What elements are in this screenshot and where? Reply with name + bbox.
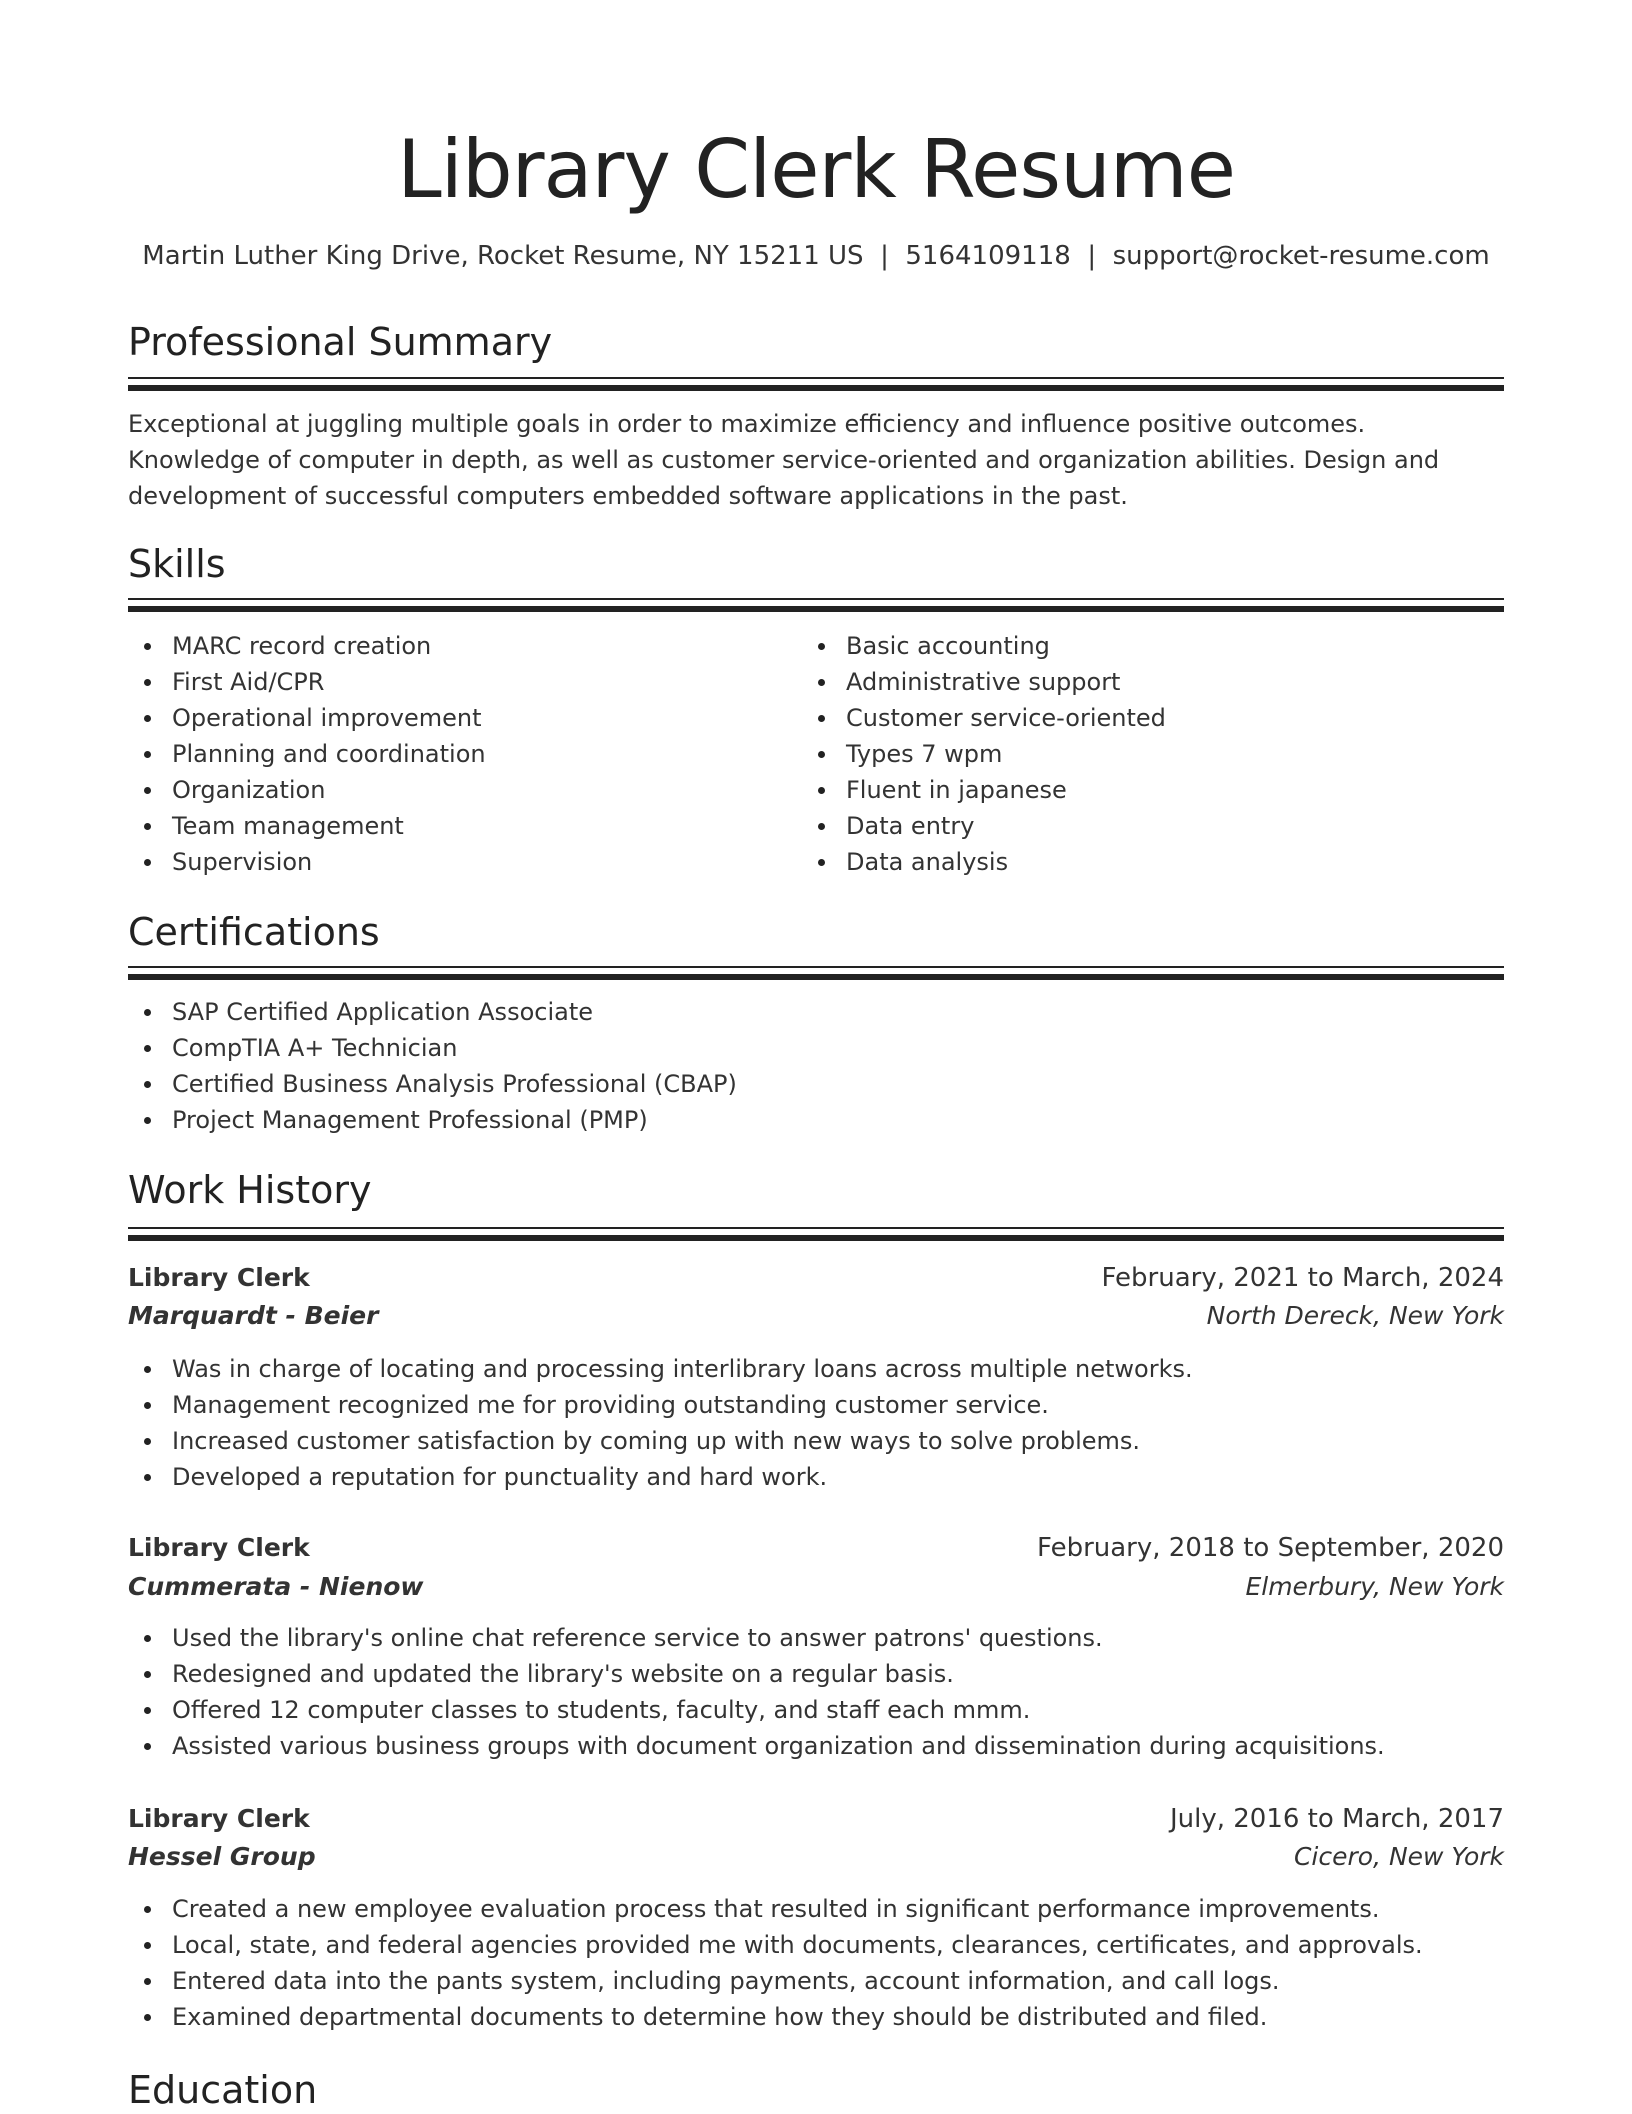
job-header <box>128 1800 1504 1838</box>
skill-item: Administrative support <box>802 664 1502 700</box>
job-bullets <box>128 1891 1504 2035</box>
skill-item: Organization <box>128 772 788 808</box>
job-bullet: Used the library's online chat reference service to answer patrons' questions. <box>128 1620 1504 1656</box>
skill-item: Fluent in japanese <box>802 772 1502 808</box>
job-bullet: Increased customer satisfaction by coming up with new ways to solve problems. <box>128 1423 1504 1459</box>
job-company: Hessel Group <box>128 1842 316 1871</box>
job-location: Cicero, New York <box>1293 1842 1504 1871</box>
skills-list-left <box>128 628 788 880</box>
job-bullets <box>128 1620 1504 1764</box>
job-header <box>128 1529 1504 1567</box>
job-company: Marquardt - Beier <box>128 1301 379 1330</box>
job-bullets <box>128 1351 1504 1495</box>
certification-item: Certified Business Analysis Professional (CBAP) <box>128 1066 1504 1102</box>
skill-item: MARC record creation <box>128 628 788 664</box>
job-bullet: Management recognized me for providing outstanding customer service. <box>128 1387 1504 1423</box>
job-subheader <box>128 1838 1504 1876</box>
job-bullet: Local, state, and federal agencies provided me with documents, clearances, certificates, and approvals. <box>128 1927 1504 1963</box>
skill-item: Basic accounting <box>802 628 1502 664</box>
job-bullet: Assisted various business groups with document organization and dissemination during acquisitions. <box>128 1728 1504 1764</box>
job-title: Library Clerk <box>128 1533 310 1562</box>
section-heading-summary: Professional Summary <box>128 320 553 364</box>
job-bullet: Offered 12 computer classes to students, faculty, and staff each mmm. <box>128 1692 1504 1728</box>
resume-title: Library Clerk Resume <box>397 123 1235 216</box>
skill-item: Data analysis <box>802 844 1502 880</box>
skill-item: First Aid/CPR <box>128 664 788 700</box>
job-location: Elmerbury, New York <box>1245 1572 1504 1601</box>
job-subheader <box>128 1568 1504 1606</box>
certification-item: CompTIA A+ Technician <box>128 1030 1504 1066</box>
certification-item: Project Management Professional (PMP) <box>128 1102 1504 1138</box>
section-heading-work-history: Work History <box>128 1168 372 1212</box>
job-header <box>128 1259 1504 1297</box>
job-bullet: Examined departmental documents to determine how they should be distributed and filed. <box>128 1999 1504 2035</box>
job-subheader <box>128 1297 1504 1335</box>
skill-item: Supervision <box>128 844 788 880</box>
section-heading-education: Education <box>128 2068 318 2112</box>
job-bullet: Developed a reputation for punctuality and hard work. <box>128 1459 1504 1495</box>
certification-item: SAP Certified Application Associate <box>128 994 1504 1030</box>
job-company: Cummerata - Nienow <box>128 1572 424 1601</box>
job-dates: February, 2018 to September, 2020 <box>1037 1533 1504 1563</box>
certifications-list <box>128 994 1504 1138</box>
skill-item: Team management <box>128 808 788 844</box>
section-divider <box>128 377 1504 391</box>
job-bullet: Entered data into the pants system, including payments, account information, and call logs. <box>128 1963 1504 1999</box>
job-dates: February, 2021 to March, 2024 <box>1101 1263 1504 1293</box>
section-divider <box>128 598 1504 612</box>
job-dates: July, 2016 to March, 2017 <box>1169 1804 1504 1834</box>
skill-item: Data entry <box>802 808 1502 844</box>
skill-item: Planning and coordination <box>128 736 788 772</box>
job-title: Library Clerk <box>128 1804 310 1833</box>
job-bullet: Created a new employee evaluation process that resulted in significant performance improvements. <box>128 1891 1504 1927</box>
contact-line: Martin Luther King Drive, Rocket Resume, NY 15211 US | 5164109118 | support@rocket-resume.com <box>142 241 1490 271</box>
section-divider <box>128 1227 1504 1241</box>
job-location: North Dereck, New York <box>1206 1301 1504 1330</box>
section-heading-skills: Skills <box>128 542 226 586</box>
summary-text: Exceptional at juggling multiple goals in order to maximize efficiency and influence positive outcomes. Knowledge of computer in depth, as well as customer service-oriented and organization abilities. Design and development of successful computers embedded software applications in the past. <box>128 410 1440 510</box>
section-divider <box>128 966 1504 980</box>
section-heading-certifications: Certifications <box>128 910 380 954</box>
job-bullet: Redesigned and updated the library's website on a regular basis. <box>128 1656 1504 1692</box>
skill-item: Operational improvement <box>128 700 788 736</box>
skill-item: Types 7 wpm <box>802 736 1502 772</box>
skill-item: Customer service-oriented <box>802 700 1502 736</box>
job-bullet: Was in charge of locating and processing interlibrary loans across multiple networks. <box>128 1351 1504 1387</box>
job-title: Library Clerk <box>128 1263 310 1292</box>
skills-list-right <box>802 628 1502 880</box>
